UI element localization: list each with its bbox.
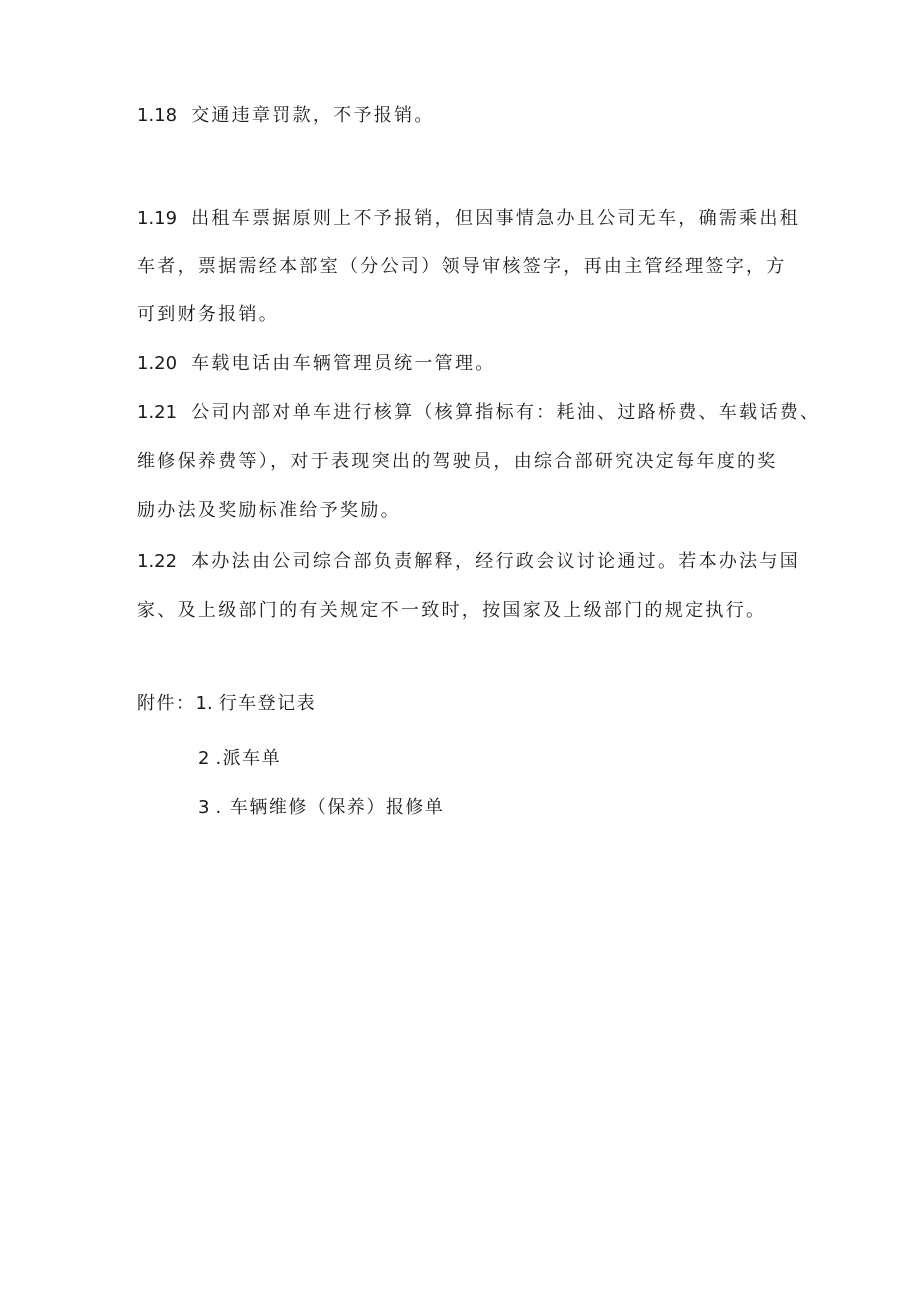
clause-1-19-line-3 — [137, 303, 279, 327]
attachment-item-2 — [198, 747, 281, 771]
attachment-text: 行车登记表 — [218, 693, 317, 714]
clause-text: 励办法及奖励标准给予奖励。 — [137, 500, 401, 521]
clause-text: 出租车票据原则上不予报销，但因事情急办且公司无车，确需乘出租 — [191, 208, 801, 229]
clause-number: 1.18 — [137, 105, 178, 126]
attachment-text: .派车单 — [215, 748, 282, 769]
clause-number: 1.20 — [137, 353, 178, 374]
clause-1-19-line-1 — [137, 207, 800, 231]
attachments-heading — [137, 692, 316, 716]
clause-1-19-line-2 — [137, 255, 787, 279]
clause-1-21-line-2 — [137, 450, 778, 474]
clause-1-22-line-1 — [137, 550, 800, 574]
clause-text: 本办法由公司综合部负责解释，经行政会议讨论通过。若本办法与国 — [191, 551, 801, 572]
clause-text: 车者，票据需经本部室（分公司）领导审核签字，再由主管经理签字，方 — [137, 256, 787, 277]
clause-text: 可到财务报销。 — [137, 304, 280, 325]
attachments-label: 附件： — [137, 693, 196, 714]
clause-1-21-line-1 — [137, 401, 820, 425]
attachment-number: 3 — [198, 797, 210, 818]
attachment-number: 2 — [198, 748, 210, 769]
clause-1-20 — [137, 352, 496, 376]
attachment-number: 1. — [195, 693, 213, 714]
clause-number: 1.19 — [137, 208, 178, 229]
attachment-text: . 车辆维修（保养）报修单 — [215, 797, 445, 818]
clause-1-22-line-2 — [137, 599, 766, 623]
clause-number: 1.22 — [137, 551, 178, 572]
clause-text: 维修保养费等），对于表现突出的驾驶员，由综合部研究决定每年度的奖 — [137, 451, 778, 472]
clause-1-21-line-3 — [137, 499, 401, 523]
clause-number: 1.21 — [137, 402, 178, 423]
clause-1-18 — [137, 104, 435, 128]
attachment-item-3 — [198, 796, 444, 820]
clause-text: 公司内部对单车进行核算（核算指标有：耗油、过路桥费、车载话费、 — [191, 402, 821, 423]
clause-text: 交通违章罚款，不予报销。 — [191, 105, 435, 126]
clause-text: 家、及上级部门的有关规定不一致时，按国家及上级部门的规定执行。 — [137, 600, 767, 621]
clause-text: 车载电话由车辆管理员统一管理。 — [191, 353, 496, 374]
